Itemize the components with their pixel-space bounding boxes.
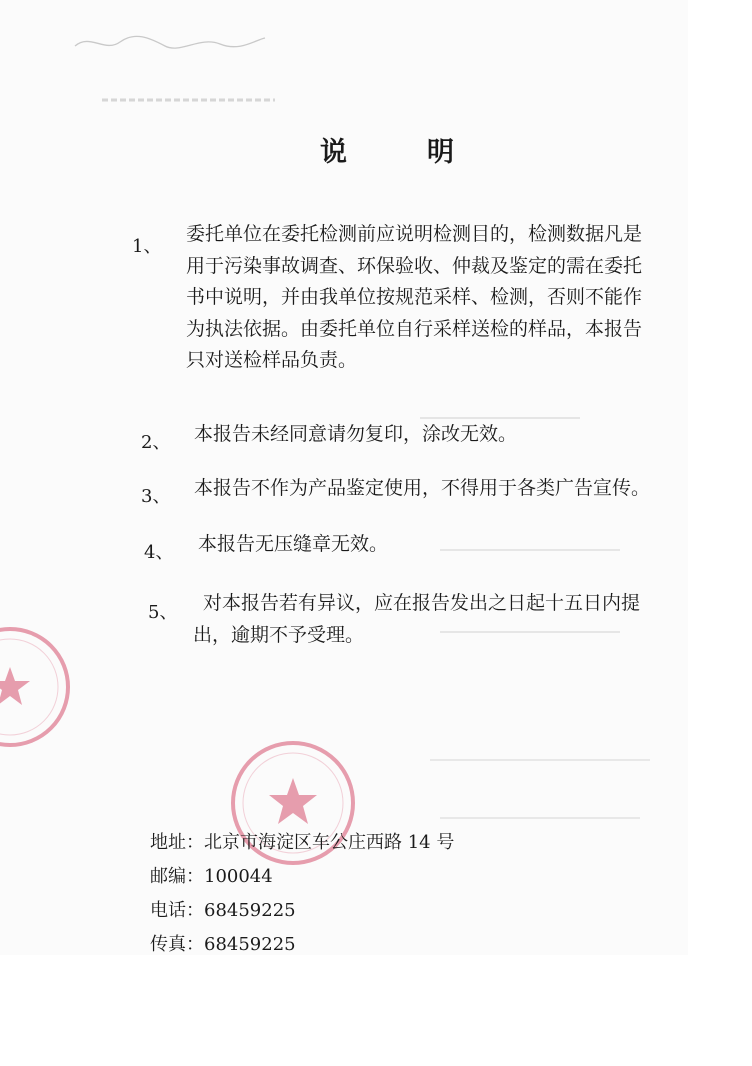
phone-line: 电话：68459225 [150,900,296,921]
item-1-line-4: 为执法依据。由委托单位自行采样送检的样品，本报告 [186,317,643,340]
ghost-underline-5 [440,808,640,827]
item-5-line-2: 出，逾期不予受理。 [193,623,365,646]
address-line: 地址：北京市海淀区车公庄西路 14 号 [150,832,455,853]
item-1-line-5: 只对送检样品负责。 [186,349,358,371]
item-1-number: 1、 [132,236,162,257]
item-1-line-2: 用于污染事故调查、环保验收、仲裁及鉴定的需在委托 [186,254,643,277]
item-1-line-1: 委托单位在委托检测前应说明检测目的，检测数据凡是 [186,223,643,245]
ghost-underline-4 [430,750,650,769]
title-char-1: 说 [320,137,349,168]
item-4-number: 4、 [144,542,174,563]
item-3-number: 3、 [141,486,171,507]
item-2-number: 2、 [141,432,171,453]
postcode-line: 邮编：100044 [150,866,273,887]
scan-faint-line [100,92,280,111]
fax-line: 传真：68459225 [150,934,296,955]
item-5-number: 5、 [148,602,178,623]
item-3-text: 本报告不作为产品鉴定使用，不得用于各类广告宣传。 [194,477,651,499]
item-5-line-1: 对本报告若有异议，应在报告发出之日起十五日内提 [203,592,641,614]
red-seal-left [0,615,80,759]
item-4-text: 本报告无压缝章无效。 [198,533,389,555]
item-2-text: 本报告未经同意请勿复印，涂改无效。 [194,423,518,445]
address-block [150,826,454,955]
item-1-text [186,219,642,377]
page-title [320,130,456,169]
scan-scribble-mark [70,28,270,62]
item-5-text [193,588,640,651]
item-1-line-3: 书中说明，并由我单位按规范采样、检测，否则不能作 [186,286,643,308]
ghost-underline-2 [440,540,620,559]
title-char-2: 明 [427,137,456,168]
